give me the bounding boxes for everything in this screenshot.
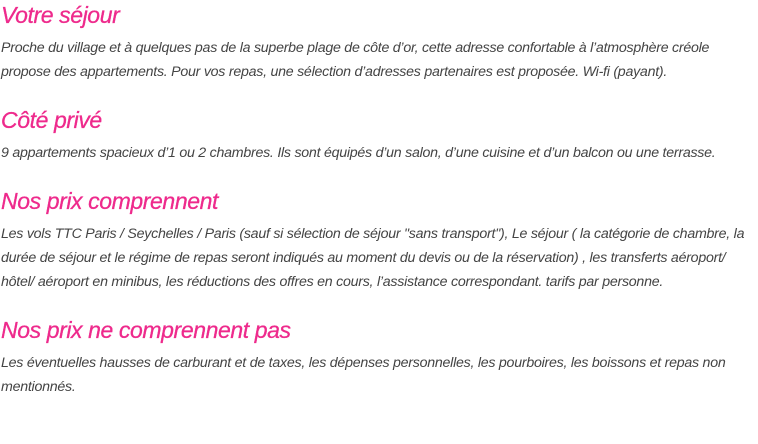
section-heading: Nos prix ne comprennent pas [1,317,291,343]
section-paragraph: Les vols TTC Paris / Seychelles / Paris (sauf si sélection de séjour "sans transport"), Le séjour ( la catégorie de chambre, la durée de séjour et le régime de repas seront indiqués au moment du devis ou de la réservation) , les transferts aéroport/ hôtel/ aéroport en minibus, les réductions des offres en cours, l’assistance correspondant. tarifs par personne. [1,226,745,290]
section-paragraph: Les éventuelles hausses de carburant et de taxes, les dépenses personnelles, les pourboires, les boissons et repas non mentionnés. [1,355,726,395]
section-heading: Côté privé [1,107,102,133]
section-votre-sejour [1,0,758,84]
section-heading: Votre séjour [1,2,120,28]
section-paragraph: 9 appartements spacieux d’1 ou 2 chambres. Ils sont équipés d’un salon, d’une cuisine et d’un balcon ou une terrasse. [1,145,716,161]
section-cote-prive [1,105,758,165]
section-prix-ne-comprennent-pas [1,315,758,399]
section-heading: Nos prix comprennent [1,188,218,214]
section-paragraph: Proche du village et à quelques pas de la superbe plage de côte d’or, cette adresse confortable à l’atmosphère créole propose des appartements. Pour vos repas, une sélection d’adresses partenaires est proposée. Wi-fi (payant). [1,40,710,80]
section-prix-comprennent [1,186,758,294]
